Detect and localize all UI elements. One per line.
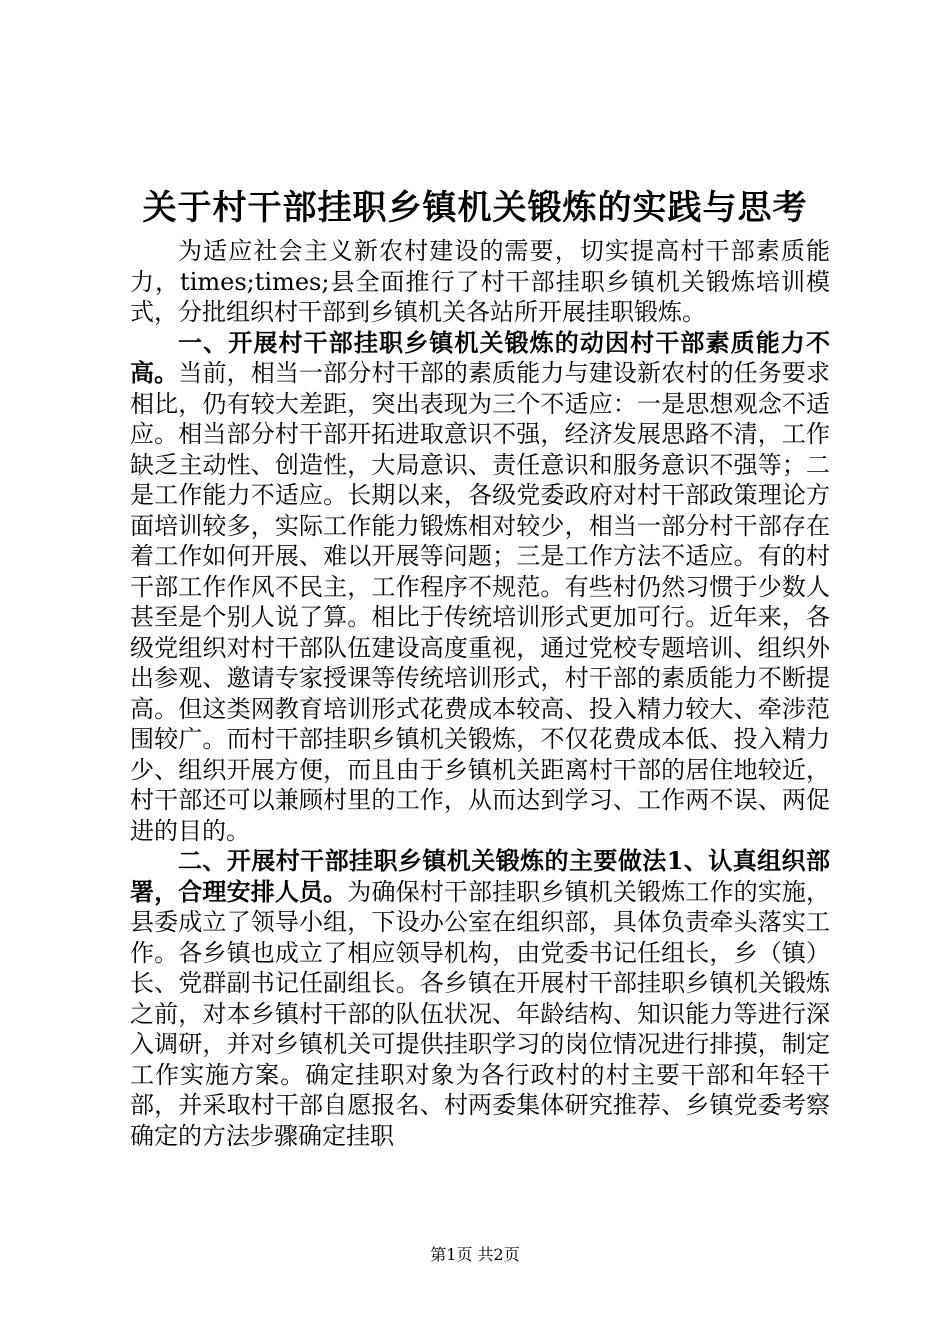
paragraph-text: 为确保村干部挂职乡镇机关锻炼工作的实施，县委成立了领导小组，下设办公室在组织部，具体负责牵头落实工作。各乡镇也成立了相应领导机构，由党委书记任组长，乡（镇）长、党群副书记任副组长。各乡镇在开展村干部挂职乡镇机关锻炼之前，对本乡镇村干部的队伍状况、年龄结构、知识能力等进行深入调研，并对乡镇机关可提供挂职学习的岗位情况进行排摸，制定工作实施方案。确定挂职对象为各行政村的村主要干部和年轻干部，并采取村干部自愿报名、村两委集体研究推荐、乡镇党委考察确定的方法步骤确定挂职	[130, 877, 831, 1150]
paragraph-section-1	[130, 328, 830, 847]
page-footer: 第1页 共2页	[430, 1245, 520, 1264]
paragraph-intro	[130, 236, 830, 328]
section-heading: 二、开展村干部挂职乡镇机关锻炼的主要做法1、认真组织部署，合理安排人员。	[130, 846, 830, 906]
section-heading: 一、开展村干部挂职乡镇机关锻炼的动因村干部素质能力不高。	[130, 327, 830, 387]
paragraph-section-2	[130, 846, 830, 1151]
document-title: 关于村干部挂职乡镇机关锻炼的实践与思考	[142, 188, 808, 228]
paragraph-text: 为适应社会主义新农村建设的需要，切实提高村干部素质能力，times;times;县全面推行了村干部挂职乡镇机关锻炼培训模式，分批组织村干部到乡镇机关各站所开展挂职锻炼。	[130, 237, 830, 326]
paragraph-text: 当前，相当一部分村干部的素质能力与建设新农村的任务要求相比，仍有较大差距，突出表现为三个不适应：一是思想观念不适应。相当部分村干部开拓进取意识不强，经济发展思路不清，工作缺乏主动性、创造性，大局意识、责任意识和服务意识不强等；二是工作能力不适应。长期以来，各级党委政府对村干部政策理论方面培训较多，实际工作能力锻炼相对较少，相当一部分村干部存在着工作如何开展、难以开展等问题；三是工作方法不适应。有的村干部工作作风不民主，工作程序不规范。有些村仍然习惯于少数人甚至是个别人说了算。相比于传统培训形式更加可行。近年来，各级党组织对村干部队伍建设高度重视，通过党校专题培训、组织外出参观、邀请专家授课等传统培训形式，村干部的素质能力不断提高。但这类网教育培训形式花费成本较高、投入精力较大、牵涉范围较广。而村干部挂职乡镇机关锻炼，不仅花费成本低、投入精力少、组织开展方便，而且由于乡镇机关距离村干部的居住地较近，村干部还可以兼顾村里的工作，从而达到学习、工作两不误、两促进的目的。	[130, 359, 831, 845]
document-body	[130, 236, 830, 1151]
